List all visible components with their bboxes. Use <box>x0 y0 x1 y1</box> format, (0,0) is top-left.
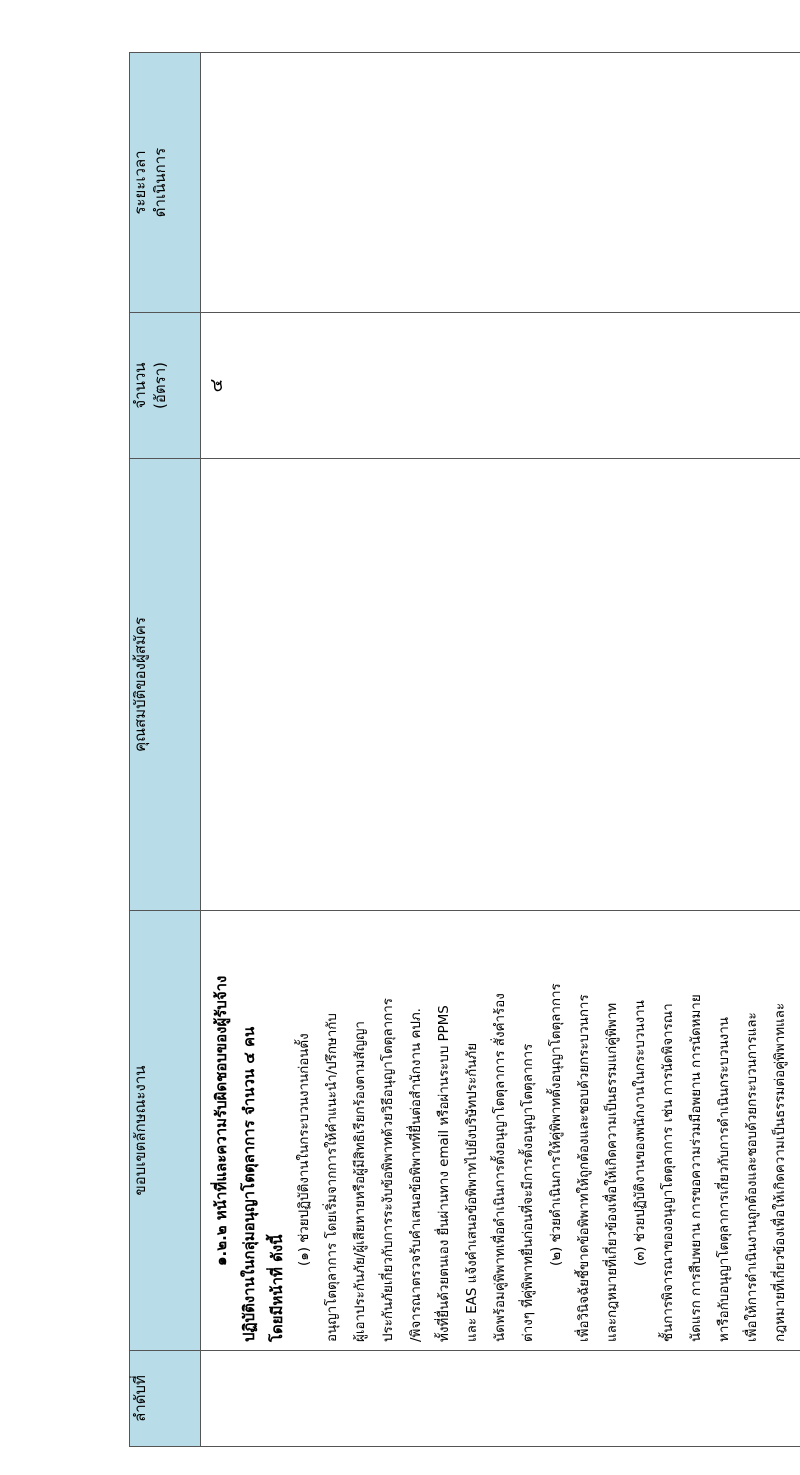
scope-item1-line9: ต่างๆ ที่คู่พิพาทยื่นก่อนที่จะมีการตั้งอนุญาโตตุลาการ <box>521 1043 536 1342</box>
scope-table <box>129 52 800 1447</box>
header-count-line1: จำนวน <box>131 362 149 409</box>
scope-item3-line3: นัดแรก การสืบพยาน การขอความร่วมมือพยาน การนัดหมาย <box>689 994 704 1342</box>
header-count <box>130 313 201 459</box>
scope-item1-line6: ทั้งที่ยื่นด้วยตนเอง ยื่นผ่านทาง email หรือผ่านระบบ PPMS <box>437 1005 452 1342</box>
scope-item2-line1: (๒) ช่วยดำเนินการให้คู่พิพาทตั้งอนุญาโตตุลาการ <box>549 983 564 1266</box>
header-scope: ขอบเขตลักษณะงาน <box>130 911 201 1351</box>
header-row <box>130 53 201 1447</box>
table-row <box>201 53 800 1447</box>
scope-item1-line8: นัดพร้อมคู่พิพาทเพื่อดำเนินการตั้งอนุญาโตตุลาการ สั่งคำร้อง <box>493 993 508 1342</box>
header-period <box>130 53 201 313</box>
scope-item1-line5: /พิจารณาตรวจรับคำเสนอข้อพิพาทที่ยื่นต่อสำนักงาน คปภ. <box>409 1008 424 1342</box>
scope-item1-line1: (๑) ช่วยปฏิบัติงานในกระบวนงานก่อนตั้ง <box>297 1033 312 1266</box>
scope-item1-line4: ประกันภัยเกี่ยวกับการระงับข้อพิพาทด้วยวิธีอนุญาโตตุลาการ <box>381 998 396 1342</box>
scope-item2-line3: และกฎหมายที่เกี่ยวข้องเพื่อให้เกิดความเป็นธรรมแก่คู่พิพาท <box>605 1002 620 1342</box>
cell-qualification <box>201 459 800 911</box>
scope-item3-line4: หารือกับอนุญาโตตุลาการเกี่ยวกับการดำเนินกระบวนงาน <box>717 1017 732 1342</box>
scope-heading-line2: ปฏิบัติงานในกลุ่มอนุญาโตตุลาการ จำนวน ๔ คน <box>240 1026 258 1342</box>
scope-heading-line3: โดยมีหน้าที่ ดังนี้ <box>268 1234 286 1342</box>
landscape-table-wrapper <box>129 53 800 1447</box>
scope-item3-line2: ชั้นการพิจารณาของอนุญาโตตุลาการ เช่น การนัดพิจารณา <box>661 1003 676 1342</box>
scope-heading-line1: ๑.๒.๒ หน้าที่และความรับผิดชอบของผู้รับจ้าง <box>212 975 230 1266</box>
scope-text <box>201 911 795 1350</box>
cell-scope <box>201 911 800 1351</box>
header-period-line2: ดำเนินการ <box>151 147 170 218</box>
scope-item1-line2: อนุญาโตตุลาการ โดยเริ่มจากการให้คำแนะนำ/ปรึกษากับ <box>325 1013 340 1342</box>
scope-item3-line5: เพื่อให้การดำเนินงานถูกต้องและชอบด้วยกระบวนการและ <box>745 1012 760 1342</box>
header-qualification: คุณสมบัติของผู้สมัคร <box>130 459 201 911</box>
cell-period <box>201 53 800 313</box>
header-count-line2: (อัตรา) <box>151 362 170 409</box>
cell-count: ๔ <box>201 313 800 459</box>
rotated-page <box>129 53 800 1447</box>
scope-item1-line3: ผู้เอาประกันภัย/ผู้เสียหายหรือผู้มีสิทธิเรียกร้องตามสัญญา <box>353 1021 368 1342</box>
cell-seq <box>201 1351 800 1447</box>
header-seq: ลำดับที่ <box>130 1351 201 1447</box>
scope-item3-line1: (๓) ช่วยปฏิบัติงานของพนักงานในกระบวนงาน <box>633 1000 648 1266</box>
header-period-line1: ระยะเวลา <box>131 150 149 215</box>
scope-item2-line2: เพื่อวินิจฉัยชี้ขาดข้อพิพาทให้ถูกต้องและชอบด้วยกระบวนการ <box>577 994 592 1342</box>
scope-item1-line7: และ EAS แจ้งคำเสนอข้อพิพาทไปยังบริษัทประกันภัย <box>465 1042 480 1342</box>
scope-item3-line6: กฎหมายที่เกี่ยวข้องเพื่อให้เกิดความเป็นธรรมต่อคู่พิพาทและ <box>773 1002 788 1342</box>
